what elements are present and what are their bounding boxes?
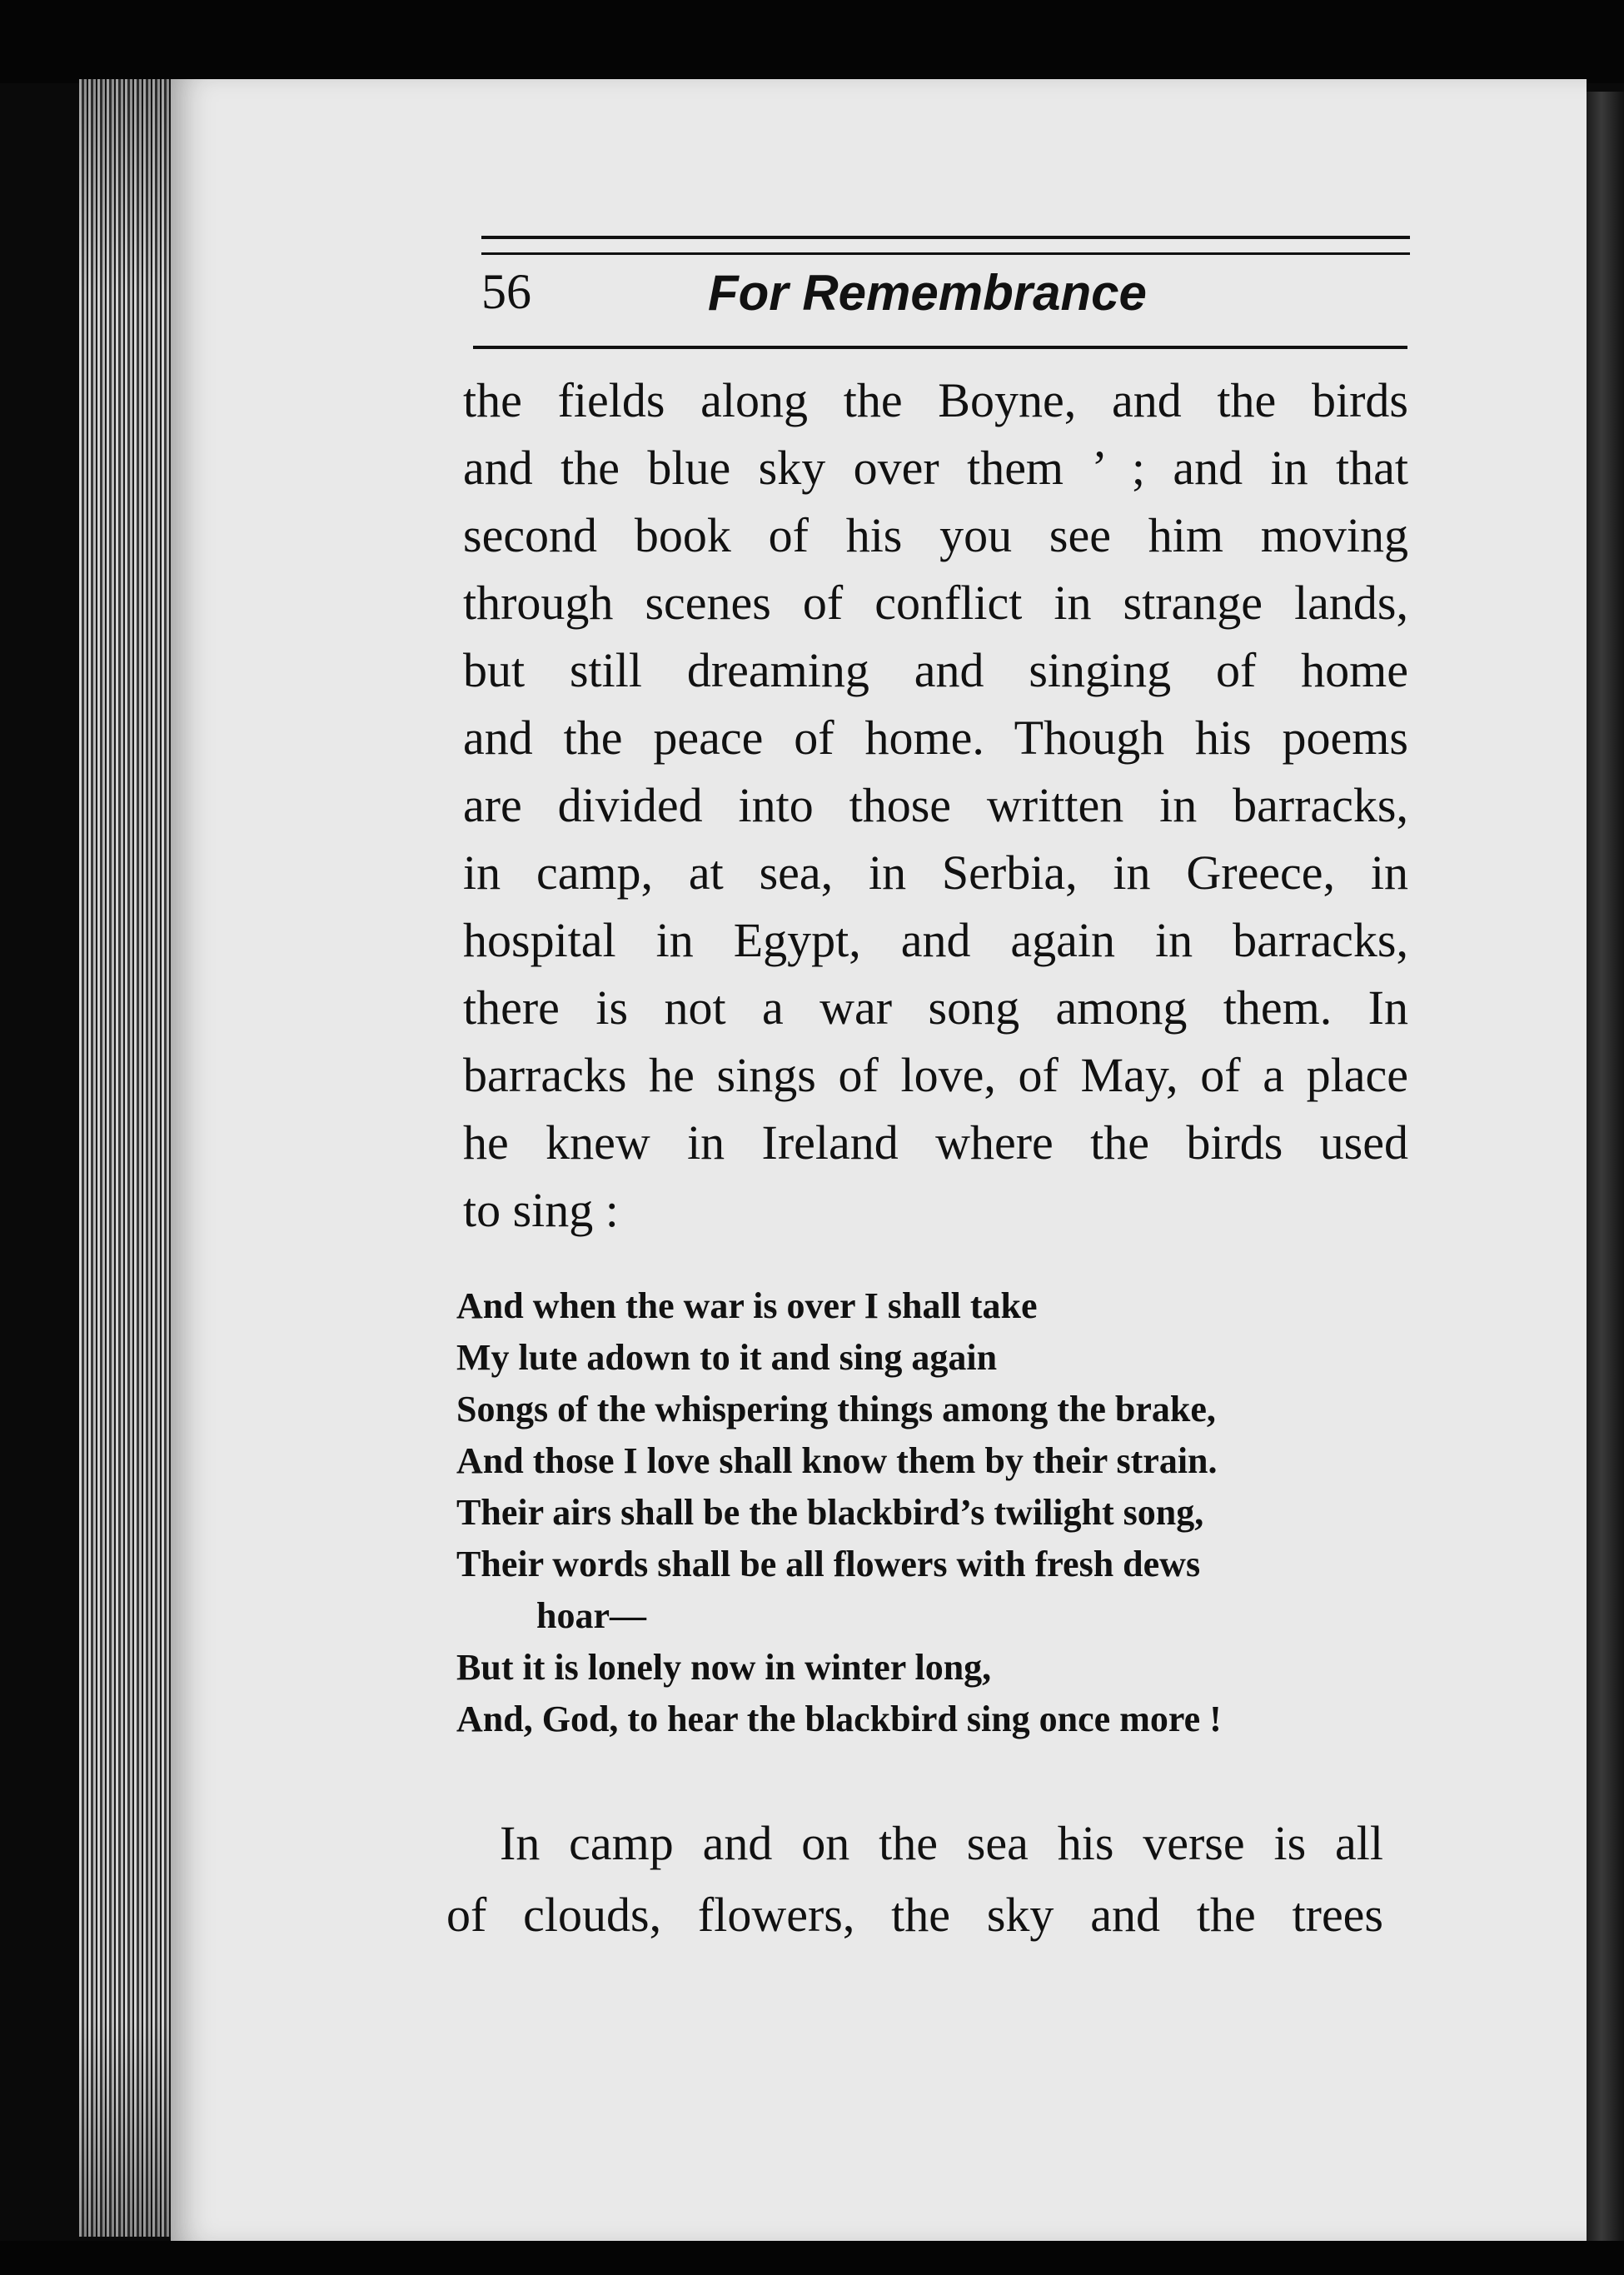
- poem-line: And when the war is over I shall take: [456, 1285, 1038, 1326]
- poem-line-continuation: hoar—: [536, 1595, 646, 1636]
- text-line: but still dreaming and singing of home: [463, 643, 1408, 697]
- running-title: For Remembrance: [708, 265, 1147, 321]
- scan-right-border: [1587, 92, 1624, 2241]
- text-line: second book of his you see him moving: [463, 508, 1408, 562]
- text-line: he knew in Ireland where the birds used: [463, 1115, 1408, 1170]
- header-rule: [473, 346, 1407, 349]
- header-double-rule-bottom: [481, 252, 1410, 255]
- text-line: in camp, at sea, in Serbia, in Greece, in: [463, 846, 1408, 900]
- poem-line: But it is lonely now in winter long,: [456, 1647, 992, 1688]
- text-line: through scenes of conflict in strange lands,: [463, 576, 1408, 630]
- scan-top-border: [0, 0, 1624, 83]
- text-line: hospital in Egypt, and again in barracks,: [463, 913, 1408, 967]
- page-number: 56: [481, 264, 531, 319]
- text-line: to sing :: [463, 1183, 619, 1237]
- text-line: and the peace of home. Though his poems: [463, 711, 1408, 765]
- poem-line: And those I love shall know them by their strain.: [456, 1440, 1218, 1481]
- book-page-edges: [79, 79, 179, 2237]
- text-line: barracks he sings of love, of May, of a place: [463, 1048, 1408, 1102]
- text-line: of clouds, flowers, the sky and the trees: [446, 1888, 1383, 1942]
- poem-line: Their airs shall be the blackbird’s twilight song,: [456, 1492, 1204, 1533]
- poem-quotation: [456, 1280, 1389, 1745]
- text-line: the fields along the Boyne, and the birds: [463, 373, 1408, 427]
- body-paragraph: [463, 367, 1408, 1244]
- poem-line: Songs of the whispering things among the brake,: [456, 1389, 1216, 1429]
- poem-line: Their words shall be all flowers with fresh dews: [456, 1544, 1201, 1584]
- final-paragraph: [446, 1808, 1383, 1951]
- text-line: In camp and on the sea his verse is all: [500, 1816, 1383, 1870]
- poem-line: My lute adown to it and sing again: [456, 1337, 998, 1378]
- text-line: are divided into those written in barracks,: [463, 778, 1408, 832]
- text-line: and the blue sky over them ’ ; and in that: [463, 441, 1408, 495]
- text-line: there is not a war song among them. In: [463, 980, 1408, 1035]
- poem-line: And, God, to hear the blackbird sing once more !: [456, 1699, 1222, 1739]
- scan-bottom-border: [0, 2241, 1624, 2275]
- header-double-rule-top: [481, 236, 1410, 239]
